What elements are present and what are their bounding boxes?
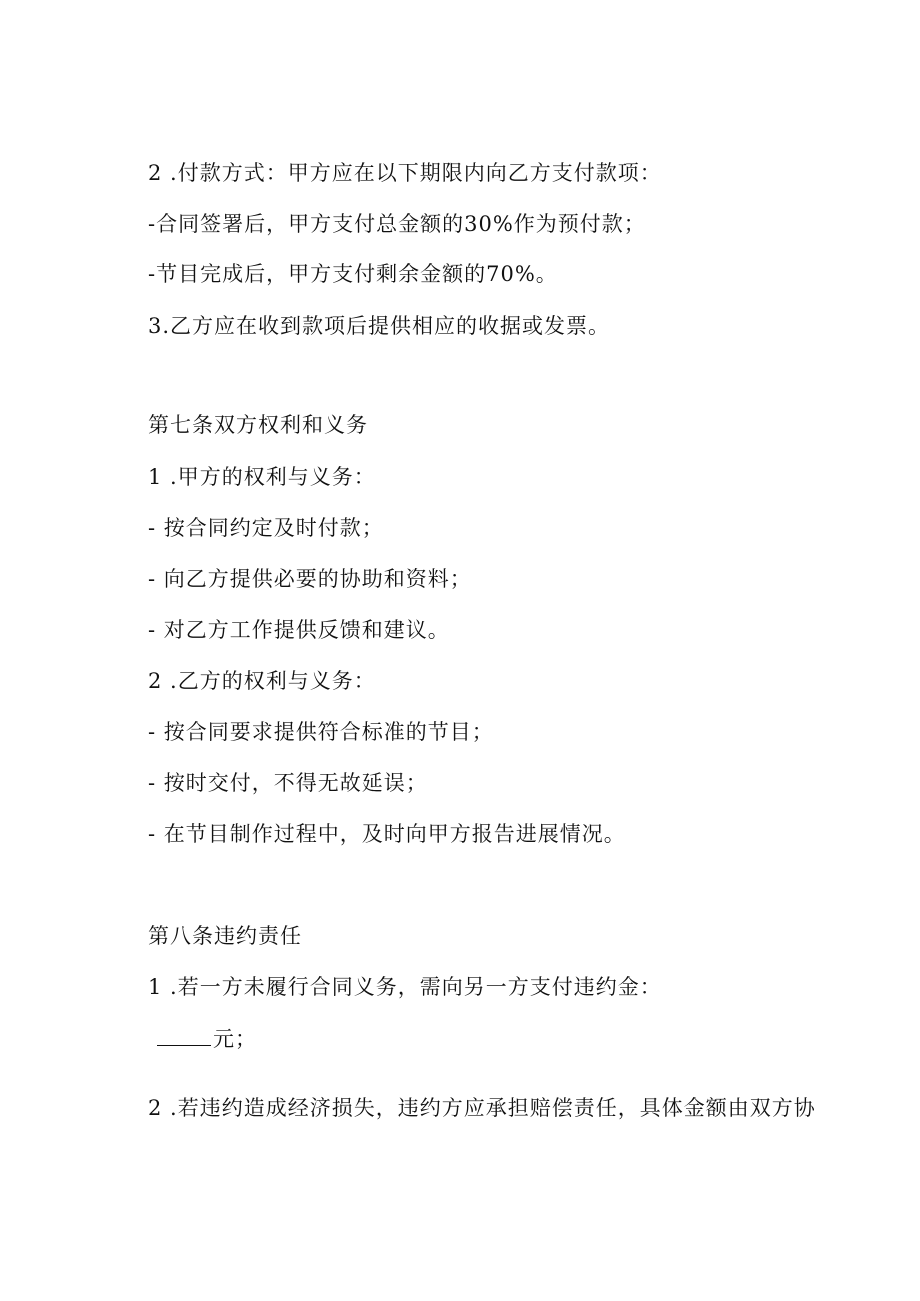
- article7-title: 第七条双方权利和义务: [148, 413, 368, 437]
- party-b-heading: 2 .乙方的权利与义务：: [148, 669, 376, 693]
- receipt-clause: 3.乙方应在收到款项后提供相应的收据或发票。: [148, 314, 611, 338]
- penalty-amount-line: [157, 1025, 257, 1053]
- party-b-item: - 按合同要求提供符合标准的节目；: [148, 720, 494, 744]
- amount-blank: [157, 1027, 211, 1046]
- article8-title: 第八条违约责任: [148, 924, 302, 948]
- prepayment-bullet: -合同签署后，甲方支付总金额的30%作为预付款；: [148, 212, 646, 236]
- amount-unit: 元；: [213, 1027, 257, 1051]
- penalty-clause: 1 .若一方未履行合同义务，需向另一方支付违约金：: [148, 975, 662, 999]
- party-b-item: - 按时交付，不得无故延误；: [148, 771, 428, 795]
- party-a-heading: 1 .甲方的权利与义务：: [148, 465, 376, 489]
- payment-method-clause: 2 .付款方式：甲方应在以下期限内向乙方支付款项：: [148, 161, 662, 185]
- party-a-item: - 按合同约定及时付款；: [148, 516, 384, 540]
- remaining-payment-bullet: -节目完成后，甲方支付剩余金额的70%。: [148, 262, 558, 286]
- party-b-item: - 在节目制作过程中，及时向甲方报告进展情况。: [148, 822, 626, 846]
- damages-clause: 2 .若违约造成经济损失，违约方应承担赔偿责任，具体金额由双方协: [148, 1096, 816, 1120]
- party-a-item: - 向乙方提供必要的协助和资料；: [148, 567, 472, 591]
- party-a-item: - 对乙方工作提供反馈和建议。: [148, 618, 450, 642]
